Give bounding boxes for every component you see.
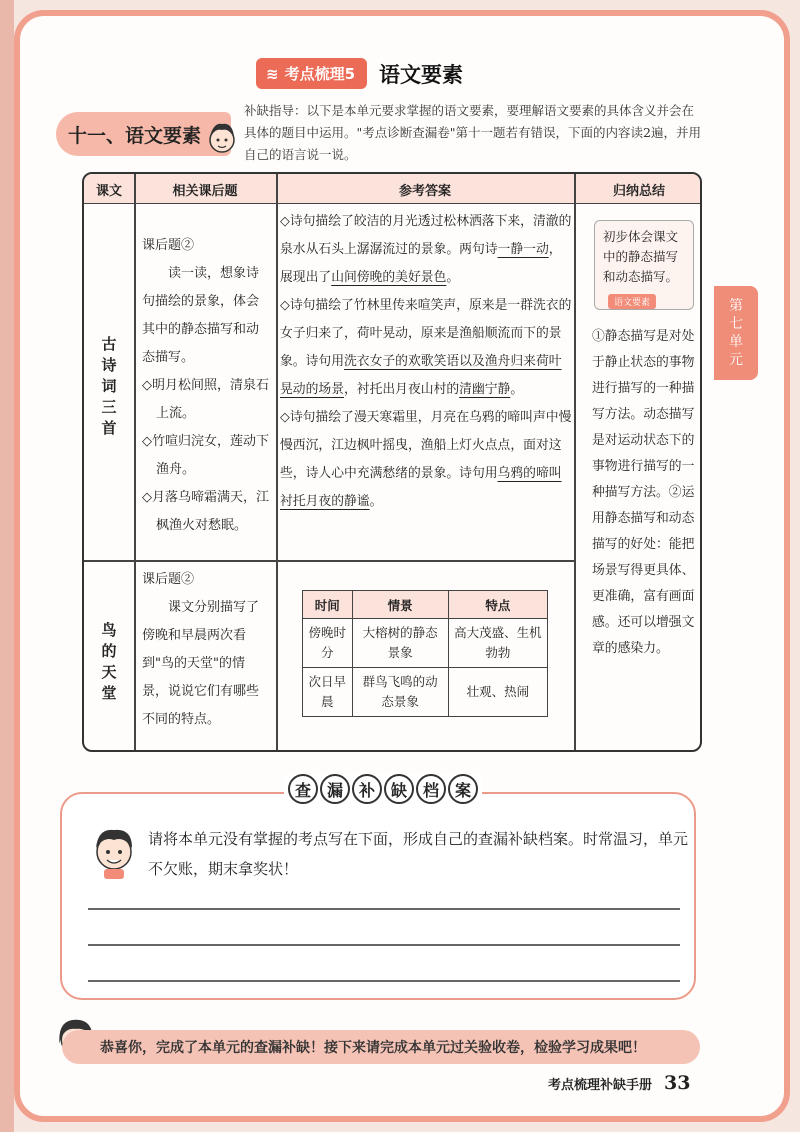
- page-header: [256, 58, 463, 89]
- answer-text: ，展现出了: [280, 242, 562, 285]
- checkup-title-char: 缺: [384, 774, 414, 804]
- main-table: [82, 172, 702, 752]
- comparison-header: 情景: [352, 591, 448, 619]
- boy-avatar-icon: [90, 822, 138, 880]
- answer-key-phrase: 一静一动: [497, 242, 549, 257]
- column-divider: [574, 174, 576, 750]
- question-title: 课后题②: [142, 238, 195, 253]
- wave-icon: ≋: [266, 64, 279, 83]
- answer-key-phrase: 乌鸦的啼叫衬托月夜的静谧: [280, 466, 562, 509]
- comparison-header: 时间: [303, 591, 353, 619]
- checkup-title: [284, 774, 482, 804]
- writing-line[interactable]: [88, 944, 680, 946]
- row-divider: [84, 560, 574, 562]
- page-title: 语文要素: [379, 62, 464, 87]
- answer-text: 。: [510, 382, 524, 397]
- question-cell: [142, 232, 270, 540]
- answer-paragraph: [280, 292, 572, 404]
- comparison-cell: 壮观、热闹: [448, 668, 547, 717]
- comparison-cell: 次日早晨: [303, 668, 353, 717]
- comparison-table: [302, 590, 548, 717]
- lesson-name: 鸟的天堂: [101, 621, 117, 702]
- header-answer: 参考答案: [398, 183, 451, 199]
- unit-tab-char: 元: [729, 352, 743, 368]
- checkup-title-char: 补: [352, 774, 382, 804]
- answer-text: ，衬托出月夜山村的: [343, 382, 460, 397]
- comparison-header: 特点: [448, 591, 547, 619]
- answer-key-phrase: 山间傍晚的美好景色: [331, 270, 447, 285]
- poem-line: ◇月落乌啼霜满天，江枫渔火对愁眠。: [142, 490, 269, 533]
- header-summary: 归纳总结: [612, 183, 665, 199]
- book-name: 考点梳理补缺手册: [548, 1077, 653, 1093]
- header-lesson: 课文: [95, 183, 122, 199]
- congrats-banner: 恭喜你，完成了本单元的查漏补缺！接下来请完成本单元过关验收卷，检验学习成果吧！: [62, 1030, 700, 1064]
- comparison-cell: 高大茂盛、生机勃勃: [448, 619, 547, 668]
- answer-text: ◇诗句描绘了皎洁的月光透过松林洒落下来，清澈的泉水从石头上潺潺流过的景象。两句诗: [280, 214, 572, 257]
- table-header-row: [84, 174, 700, 204]
- unit-tab-char: 单: [729, 334, 743, 350]
- kid-face-icon: [206, 118, 238, 156]
- checkup-title-char: 查: [288, 774, 318, 804]
- page-edge: [0, 0, 14, 1132]
- writing-line[interactable]: [88, 908, 680, 910]
- poem-line: ◇竹喧归浣女，莲动下渔舟。: [142, 434, 269, 477]
- column-divider: [276, 174, 278, 750]
- question-text: 读一读，想象诗句描绘的景象，体会其中的静态描写和动态描写。: [142, 266, 260, 365]
- comparison-cell: 大榕树的静态景象: [352, 619, 448, 668]
- answer-text: ◇诗句描绘了竹林里传来喧笑声，原来是一群洗衣的女子归来了，荷叶晃动，原来是渔船顺流而下的景象。诗句用: [280, 298, 572, 369]
- section-heading: 十一、语文要素: [56, 112, 231, 156]
- poem-line: ◇明月松间照，清泉石上流。: [142, 378, 269, 421]
- answer-paragraph: [280, 208, 572, 292]
- question-cell: [142, 566, 270, 734]
- unit-tab: [714, 286, 758, 380]
- column-divider: [134, 174, 136, 750]
- page-number: 33: [664, 1072, 691, 1094]
- comparison-cell: 傍晚时分: [303, 619, 353, 668]
- answer-text: 。: [446, 270, 460, 285]
- answer-paragraph: [280, 404, 572, 516]
- comparison-row: [303, 668, 548, 717]
- summary-box: 初步体会课文中的静态描写和动态描写。: [594, 220, 694, 310]
- unit-tab-char: 七: [729, 316, 743, 332]
- answer-text: ◇诗句描绘了漫天寒霜里，月亮在乌鸦的啼叫声中慢慢西沉，江边枫叶摇曳，渔船上灯火点点，面对这些，诗人心中充满愁绪的景象。诗句用: [280, 410, 572, 481]
- answer-key-phrase: 清幽宁静: [459, 382, 511, 397]
- lesson-name: 古诗词三首: [101, 335, 117, 437]
- answer-cell: [280, 208, 572, 516]
- comparison-header-row: [303, 591, 548, 619]
- answer-key-phrase: 洗衣女子的欢歌笑语以及渔舟归来荷叶晃动的场景: [280, 354, 562, 397]
- checkup-title-char: 漏: [320, 774, 350, 804]
- header-tag-label: 考点梳理5: [284, 65, 356, 83]
- comparison-row: [303, 619, 548, 668]
- summary-text: ①静态描写是对处于静止状态的事物进行描写的一种描写方法。动态描写是对运动状态下的事物进行描写的一种描写方法。②运用静态描写和动态描写的好处：能把场景写得更具体、更准确，富有画面感。还可以增强文章的感染力。: [592, 329, 695, 656]
- checkup-title-char: 档: [416, 774, 446, 804]
- unit-tab-char: 第: [729, 298, 743, 314]
- summary-tag: 语文要素: [608, 294, 656, 309]
- checkup-instruction: 请将本单元没有掌握的考点写在下面，形成自己的查漏补缺档案。时常温习，单元不欠账，期末拿奖状！: [148, 830, 689, 878]
- question-text: 课文分别描写了傍晚和早晨两次看到"鸟的天堂"的情景，说说它们有哪些不同的特点。: [142, 600, 260, 727]
- question-title: 课后题②: [142, 572, 195, 587]
- writing-line[interactable]: [88, 980, 680, 982]
- checkup-title-char: 案: [448, 774, 478, 804]
- header-tag: [256, 58, 367, 89]
- header-question: 相关课后题: [172, 183, 238, 199]
- guide-text: 补缺指导：以下是本单元要求掌握的语文要素，要理解语文要素的具体含义并会在具体的题目中运用。"考点诊断查漏卷"第十一题若有错误，下面的内容读2遍，并用自己的语言说一说。: [244, 103, 701, 162]
- answer-text: 。: [369, 494, 383, 509]
- comparison-cell: 群鸟飞鸣的动态景象: [352, 668, 448, 717]
- page-footer: [548, 1072, 690, 1094]
